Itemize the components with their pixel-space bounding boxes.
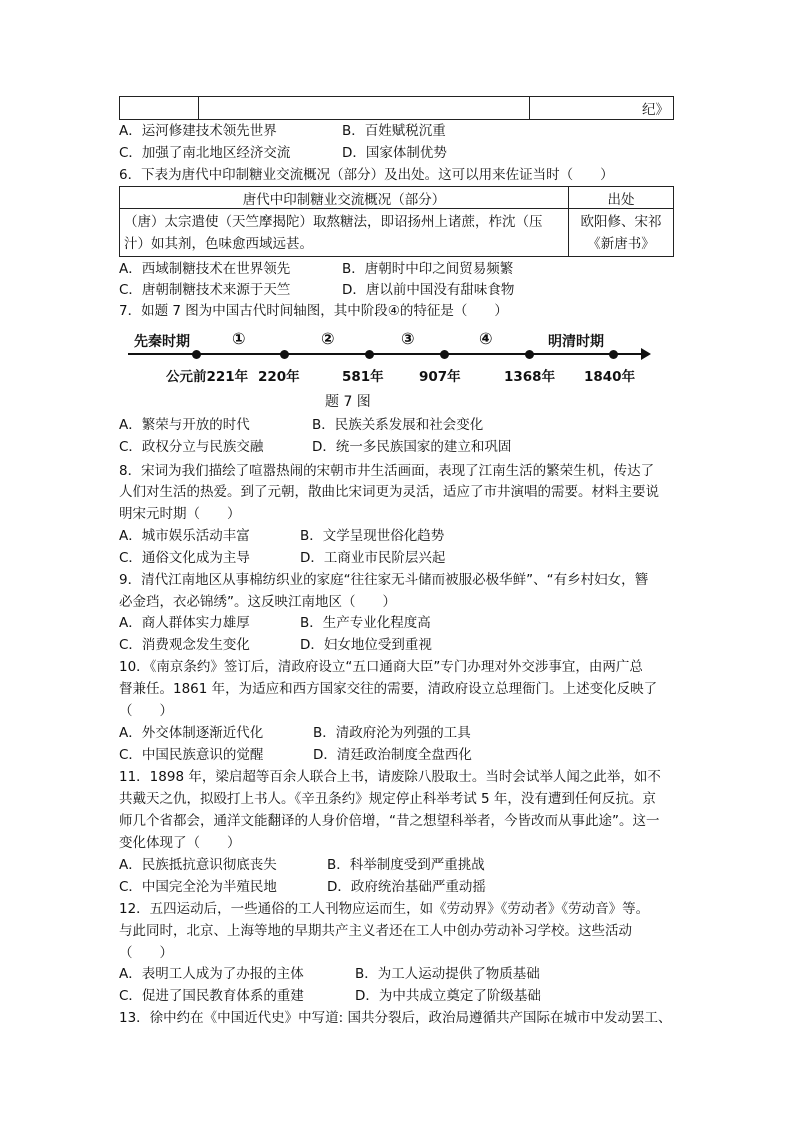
q10-stem-line1: 10．《南京条约》签订后，清政府设立“五口通商大臣”专门办理对外交涉事宜，由两广总 — [119, 659, 643, 675]
q6-stem: 6．下表为唐代中印制糖业交流概况（部分）及出处。这可以用来佐证当时（ ） — [119, 167, 614, 183]
timeline-figure — [120, 325, 660, 395]
timeline-start-label: 先秦时期 — [134, 334, 190, 350]
q7-option-d[interactable]: D．统一多民族国家的建立和巩固 — [312, 439, 512, 455]
q5-option-d[interactable]: D．国家体制优势 — [342, 145, 447, 161]
q6-option-d[interactable]: D．唐以前中国没有甜味食物 — [342, 282, 515, 298]
q6-table-body — [120, 209, 569, 257]
q9-option-c[interactable]: C．消费观念发生变化 — [119, 637, 250, 653]
timeline-stage-2: ② — [321, 329, 335, 348]
q8-stem-line3: 明宋元时期（ ） — [119, 506, 241, 522]
q10-option-a[interactable]: A．外交体制逐渐近代化 — [119, 725, 264, 741]
q12-option-b[interactable]: B．为工人运动提供了物质基础 — [355, 966, 540, 982]
q9-stem-line1: 9．清代江南地区从事棉纺织业的家庭“往往家无斗储而被服必极华鲜”、“有乡村妇女，簪 — [119, 572, 649, 588]
q8-option-d[interactable]: D．工商业市民阶层兴起 — [300, 550, 446, 566]
timeline-dot-3 — [365, 350, 374, 359]
q11-option-a[interactable]: A．民族抵抗意识彻底丧失 — [119, 857, 277, 873]
timeline-year-6: 1840年 — [584, 369, 636, 385]
q6-table-header-right: 出处 — [569, 187, 674, 209]
q7-option-b[interactable]: B．民族关系发展和社会变化 — [312, 417, 484, 433]
timeline-year-5: 1368年 — [504, 369, 556, 385]
q8-option-c[interactable]: C．通俗文化成为主导 — [119, 550, 250, 566]
q7-option-c[interactable]: C．政权分立与民族交融 — [119, 439, 264, 455]
q12-stem-line3: （ ） — [119, 945, 173, 961]
timeline-year-4: 907年 — [419, 369, 461, 385]
q6-table-source — [569, 209, 674, 257]
q10-option-b[interactable]: B．清政府沦为列强的工具 — [313, 725, 471, 741]
q9-option-d[interactable]: D．妇女地位受到重视 — [300, 637, 432, 653]
q12-option-d[interactable]: D．为中共成立奠定了阶级基础 — [355, 988, 541, 1004]
top-table-cell-2 — [199, 97, 530, 120]
q12-stem-line1: 12．五四运动后，一些通俗的工人刊物应运而生，如《劳动界》《劳动者》《劳动音》等。 — [119, 901, 650, 917]
timeline-end-label: 明清时期 — [548, 334, 604, 350]
timeline-year-3: 581年 — [342, 369, 384, 385]
q5-option-c[interactable]: C．加强了南北地区经济交流 — [119, 145, 291, 161]
timeline-dot-2 — [280, 350, 289, 359]
q11-option-d[interactable]: D．政府统治基础严重动摇 — [327, 879, 486, 895]
timeline-axis — [128, 353, 643, 355]
timeline-dot-5 — [525, 350, 534, 359]
timeline-year-2: 220年 — [258, 369, 300, 385]
q6-table-header-left: 唐代中印制糖业交流概况（部分） — [120, 187, 569, 209]
q12-option-c[interactable]: C．促进了国民教育体系的重建 — [119, 988, 304, 1004]
q5-option-a[interactable]: A．运河修建技术领先世界 — [119, 123, 277, 139]
q10-option-d[interactable]: D．清廷政治制度全盘西化 — [313, 747, 472, 763]
timeline-year-1: 公元前221年 — [166, 369, 249, 385]
q6-option-a[interactable]: A．西域制糖技术在世界领先 — [119, 261, 291, 277]
q9-stem-line2: 必金珰，衣必锦绣”。这反映江南地区（ ） — [119, 594, 396, 610]
q6-table-source-line2: 《新唐书》 — [587, 235, 655, 252]
top-table-cell-1 — [120, 97, 199, 120]
q5-option-b[interactable]: B．百姓赋税沉重 — [342, 123, 446, 139]
q6-table-body-line2: 汁）如其剂，色味愈西域远甚。 — [124, 235, 313, 252]
q10-stem-line2: 督兼任。1861 年，为适应和西方国家交往的需要，清政府设立总理衙门。上述变化反映了 — [119, 681, 658, 697]
timeline-stage-3: ③ — [401, 329, 415, 348]
q6-option-c[interactable]: C．唐朝制糖技术来源于天竺 — [119, 282, 291, 298]
top-table-cell-3: 纪》 — [530, 97, 674, 120]
q11-stem-line2: 共戴天之仇，拟殴打上书人。《辛丑条约》规定停止科举考试 5 年，没有遭到任何反抗。京 — [119, 791, 656, 807]
q7-stem: 7．如题 7 图为中国古代时间轴图，其中阶段④的特征是（ ） — [119, 303, 508, 319]
q11-option-b[interactable]: B．科举制度受到严重挑战 — [327, 857, 485, 873]
timeline-caption: 题 7 图 — [325, 394, 371, 410]
q8-stem-line2: 人们对生活的热爱。到了元朝，散曲比宋词更为灵活，适应了市井演唱的需要。材料主要说 — [119, 484, 659, 500]
timeline-arrowhead-icon — [641, 348, 651, 360]
q13-stem-line1: 13．徐中约在《中国近代史》中写道: 国共分裂后，政治局遵循共产国际在城市中发动罢工、 — [119, 1010, 672, 1026]
q10-option-c[interactable]: C．中国民族意识的觉醒 — [119, 747, 264, 763]
q10-stem-line3: （ ） — [119, 703, 173, 719]
timeline-dot-1 — [192, 350, 201, 359]
q12-option-a[interactable]: A．表明工人成为了办报的主体 — [119, 966, 304, 982]
q11-option-c[interactable]: C．中国完全沦为半殖民地 — [119, 879, 277, 895]
q8-option-b[interactable]: B．文学呈现世俗化趋势 — [300, 528, 445, 544]
q8-stem-line1: 8．宋词为我们描绘了喧嚣热闹的宋朝市井生活画面，表现了江南生活的繁荣生机，传达了 — [119, 463, 655, 479]
q9-option-b[interactable]: B．生产专业化程度高 — [300, 615, 431, 631]
q11-stem-line4: 变化体现了（ ） — [119, 835, 241, 851]
timeline-dot-6 — [609, 350, 618, 359]
q6-table-body-line1: （唐）太宗遣使（天竺摩揭陀）取熬糖法，即诏扬州上诸蔗，柞沈（压 — [124, 213, 543, 230]
timeline-dot-4 — [440, 350, 449, 359]
q9-option-a[interactable]: A．商人群体实力雄厚 — [119, 615, 250, 631]
q8-option-a[interactable]: A．城市娱乐活动丰富 — [119, 528, 250, 544]
q7-option-a[interactable]: A．繁荣与开放的时代 — [119, 417, 250, 433]
q6-option-b[interactable]: B．唐朝时中印之间贸易频繁 — [342, 261, 514, 277]
q11-stem-line3: 师几个省都会，通洋文能翻译的人身价倍增，“昔之想望科举者，今皆改而从事此途”。这一 — [119, 813, 660, 829]
q6-table-source-line1: 欧阳修、宋祁 — [580, 213, 662, 230]
timeline-stage-1: ① — [232, 329, 246, 348]
top-table — [119, 96, 674, 120]
q12-stem-line2: 与此同时，北京、上海等地的早期共产主义者还在工人中创办劳动补习学校。这些活动 — [119, 923, 632, 939]
timeline-stage-4: ④ — [479, 329, 493, 348]
q11-stem-line1: 11．1898 年，梁启超等百余人联合上书，请废除八股取士。当时会试举人闻之此举，如不 — [119, 769, 661, 785]
q6-table — [119, 186, 674, 257]
